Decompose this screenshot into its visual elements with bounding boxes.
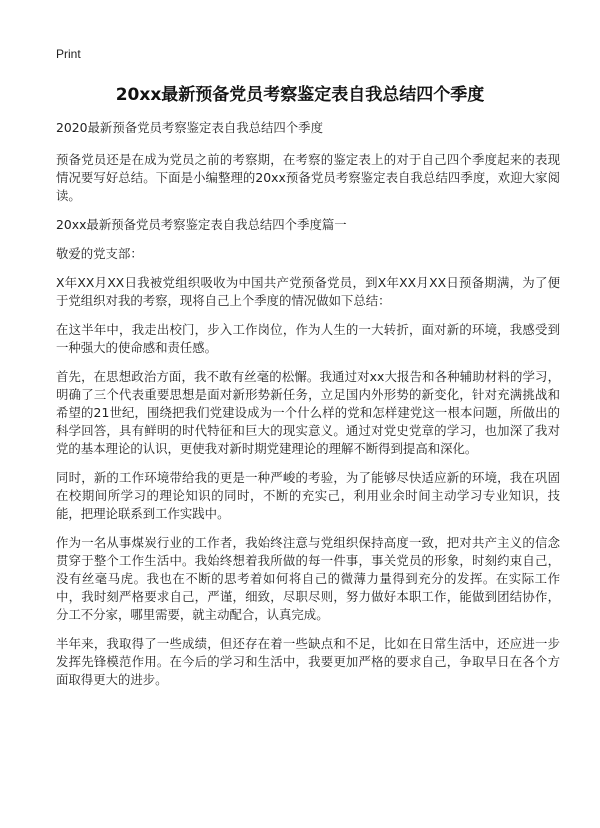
body-paragraph: 首先，在思想政治方面，我不敢有丝毫的松懈。我通过对xx大报告和各种辅助材料的学习，明确了三个代表重要思想是面对新形势新任务，立足国内外形势的新变化，针对充满挑战和希望的21世纪，围绕把我们党建设成为一个什么样的党和怎样建党这一根本问题，所做出的科学回答，具有鲜明的时代特征和巨大的现实意义。通过对党史党章的学习，也加深了我对党的基本理论的认识，更使我对新时期党建理论的理解不断得到提高和深化。 bbox=[56, 369, 560, 456]
section-heading: 20xx最新预备党员考察鉴定表自我总结四个季度篇一 bbox=[56, 217, 347, 232]
body-paragraph: 同时，新的工作环境带给我的更是一种严峻的考验，为了能够尽快适应新的环境，我在巩固在校期间所学习的理论知识的同时，不断的充实己，利用业余时间主动学习专业知识，技能，把理论联系到工作实践中。 bbox=[56, 470, 560, 521]
document-body bbox=[56, 119, 560, 700]
body-paragraph: 在这半年中，我走出校门，步入工作岗位，作为人生的一大转折，面对新的环境，我感受到一种强大的使命感和责任感。 bbox=[56, 322, 560, 355]
document-title: 20xx最新预备党员考察鉴定表自我总结四个季度 bbox=[115, 85, 485, 105]
document-subtitle: 2020最新预备党员考察鉴定表自我总结四个季度 bbox=[56, 120, 323, 135]
body-paragraph: 作为一名从事煤炭行业的工作者，我始终注意与党组织保持高度一致，把对共产主义的信念贯穿于整个工作生活中。我始终想着我所做的每一件事，事关党员的形象，时刻约束自己，没有丝毫马虎。我也在不断的思考着如何将自己的微薄力量得到充分的发挥。在实际工作中，我时刻严格要求自己，严谨，细致，尽职尽则，努力做好本职工作，能做到团结协作，分工不分家，哪里需要，就主动配合，认真完成。 bbox=[56, 535, 560, 622]
salutation: 敬爱的党支部： bbox=[56, 246, 143, 261]
body-paragraph: 半年来，我取得了一些成绩，但还存在着一些缺点和不足，比如在日常生活中，还应进一步发挥先锋模范作用。在今后的学习和生活中，我要更加严格的要求自己，争取早日在各个方面取得更大的进步。 bbox=[56, 636, 560, 687]
body-paragraph: X年XX月XX日我被党组织吸收为中国共产党预备党员，到X年XX月XX日预备期满，为了便于党组织对我的考察，现将自己上个季度的情况做如下总结： bbox=[56, 275, 560, 308]
intro-paragraph: 预备党员还是在成为党员之前的考察期，在考察的鉴定表上的对于自己四个季度起来的表现情况要写好总结。下面是小编整理的20xx预备党员考察鉴定表自我总结四季度，欢迎大家阅读。 bbox=[56, 152, 560, 203]
print-link[interactable]: Print bbox=[56, 47, 81, 61]
